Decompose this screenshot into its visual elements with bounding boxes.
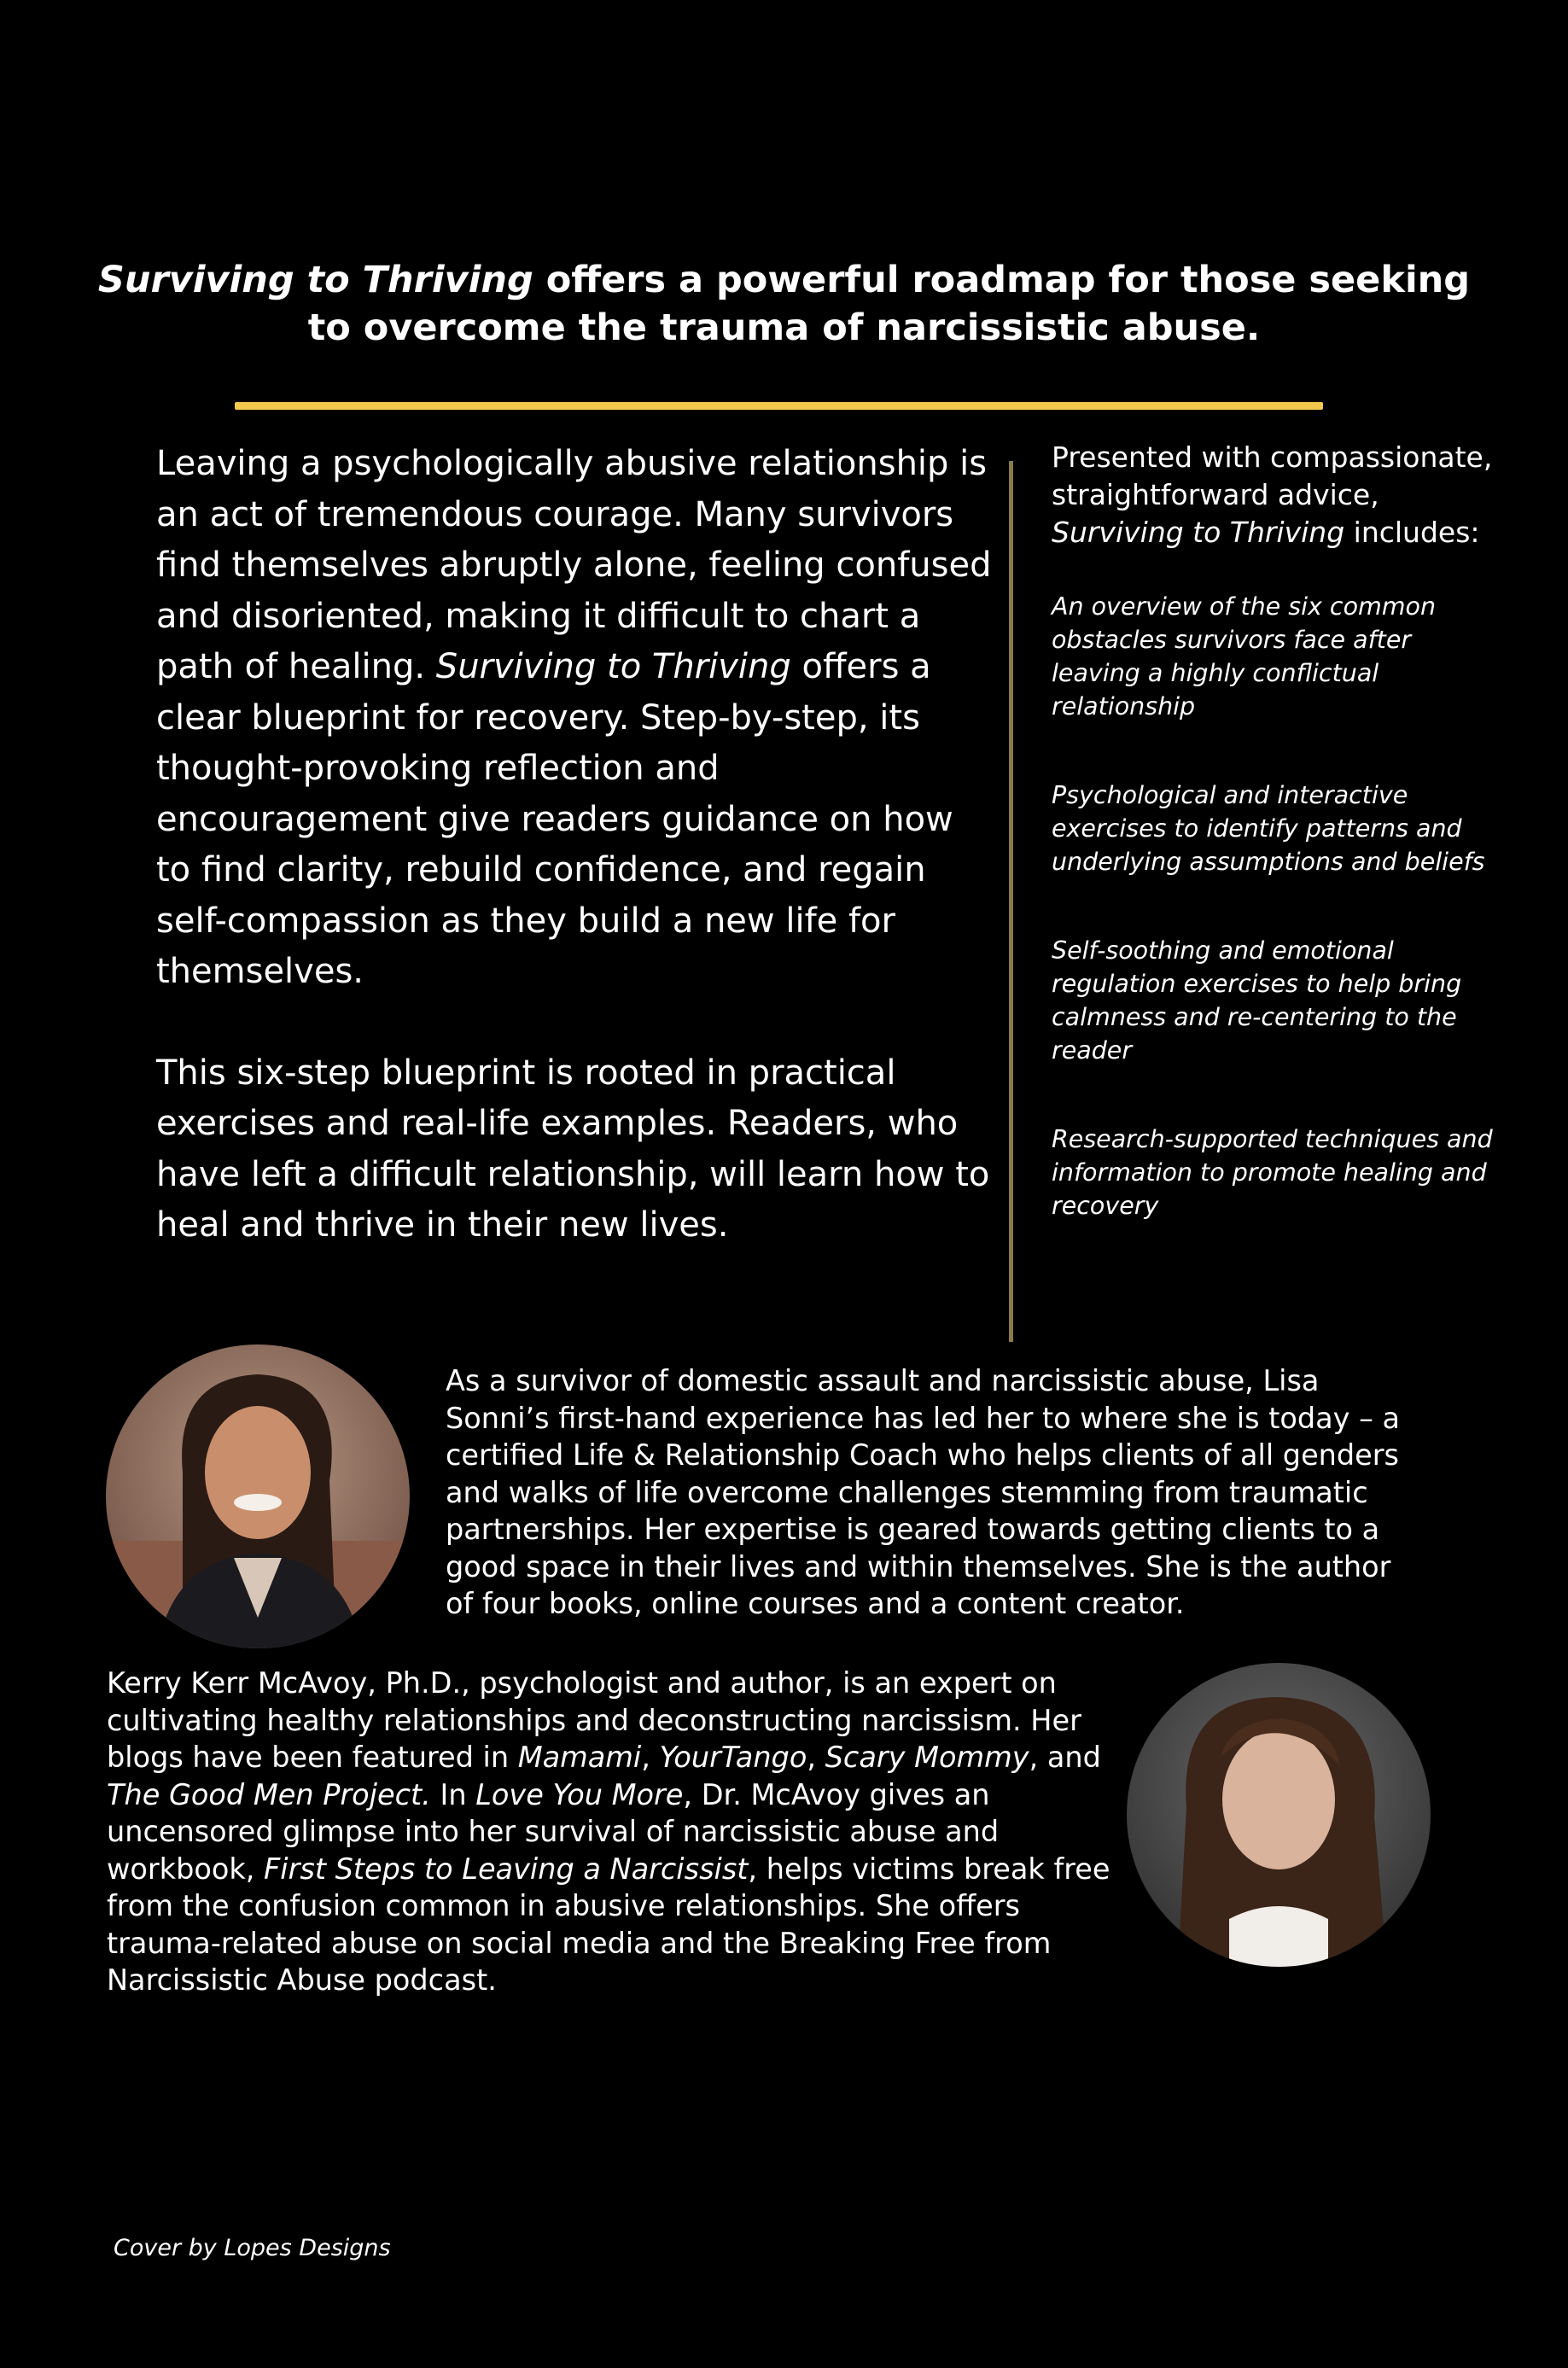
headline-title: Surviving to Thriving — [97, 259, 533, 301]
features-sidebar — [1052, 439, 1495, 1278]
bio2-text: , — [807, 1741, 825, 1774]
author-photo-kerry — [1127, 1663, 1431, 1967]
author-photo-lisa — [106, 1344, 410, 1648]
list-item: Research-supported techniques and information to promote healing and recovery — [1052, 1125, 1493, 1220]
list-item: An overview of the six common obstacles survivors face after leaving a highly conflictual relationship — [1052, 592, 1437, 720]
sidebar-intro-title: Surviving to Thriving — [1052, 516, 1345, 549]
bio2-italic: Love You More — [475, 1777, 684, 1811]
sidebar-intro — [1052, 439, 1495, 551]
bio2-text: , — [641, 1741, 660, 1774]
bio2-italic: The Good Men Project. — [107, 1777, 431, 1811]
bio2-text: Kerry Kerr McAvoy, Ph.D., psychologist and author, is an expert on cultivating healthy relationships and deconstructing narcissism. Her blogs have been featured in — [107, 1666, 1081, 1774]
vertical-divider — [1009, 461, 1013, 1342]
headline-rest: offers a powerful roadmap for those seeking to overcome the trauma of narcissistic abuse. — [307, 259, 1471, 349]
list-item: Psychological and interactive exercises to identify patterns and underlying assumptions and beliefs — [1052, 781, 1485, 876]
main-description — [156, 439, 993, 1302]
bio2-text: , Dr. McAvoy gives an uncensored glimpse into her survival of narcissistic abuse and workbook, — [107, 1777, 1000, 1886]
sidebar-intro-b: includes: — [1344, 516, 1480, 549]
bio2-italic: First Steps to Leaving a Narcissist — [264, 1852, 749, 1886]
cover-credit: Cover by Lopes Designs — [114, 2235, 391, 2261]
main-paragraph-2: This six-step blueprint is rooted in practical exercises and real-life examples. Readers, who have left a difficult relationship, will learn how to heal and thrive in their new lives. — [156, 1053, 990, 1245]
bio2-text: , and — [1029, 1741, 1101, 1774]
bio2-italic: YourTango — [659, 1741, 807, 1774]
features-list — [1052, 590, 1495, 1222]
gold-divider — [235, 402, 1323, 410]
main-paragraph-1 — [156, 439, 993, 998]
bio-lisa-sonni: As a survivor of domestic assault and narcissistic abuse, Lisa Sonni’s first-hand experience has led her to where she is today – a certified Life & Relationship Coach who helps clients of all genders and walks of life overcome challenges stemming from traumatic partnerships. Her expertise is geared towards getting clients to a good space in their lives and within themselves. She is the author of four books, online courses and a content creator. — [446, 1364, 1401, 1620]
headline — [85, 256, 1483, 352]
bio2-text: , helps victims break free from the confusion common in abusive relationships. She offers trauma-related abuse on social media and the Breaking Free from Narcissistic Abuse podcast. — [107, 1852, 1110, 1997]
list-item: Self-soothing and emotional regulation exercises to help bring calmness and re-centering to the reader — [1052, 936, 1462, 1064]
para1-book-title: Surviving to Thriving — [435, 647, 791, 686]
para1-text-b: offers a clear blueprint for recovery. Step-by-step, its thought-provoking reflection and encouragement give readers guidance on how to find clarity, rebuild confidence, and regain self-compassion as they build a new life for themselves. — [156, 647, 953, 991]
bio2-text: In — [430, 1777, 476, 1811]
bio2-italic: Mamami — [517, 1741, 642, 1774]
sidebar-intro-a: Presented with compassionate, straightforward advice, — [1052, 440, 1493, 511]
bio-kerry-mcavoy — [107, 1665, 1131, 1999]
para1-text-a: Leaving a psychologically abusive relationship is an act of tremendous courage. Many survivors find themselves abruptly alone, feeling confused and disoriented, making it difficult to chart a path of healing. — [156, 444, 992, 686]
bio2-italic: Scary Mommy — [825, 1741, 1029, 1774]
